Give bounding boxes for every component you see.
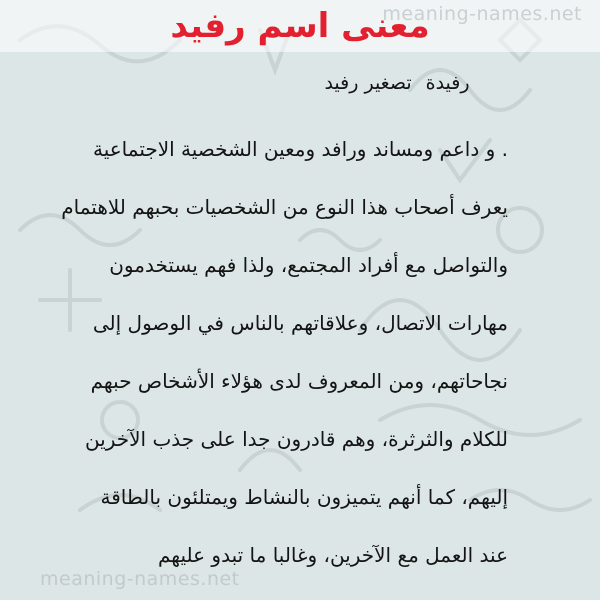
variant-description: تصغير رفيد: [324, 72, 412, 94]
name-variant-line: [0, 72, 600, 94]
text-line: . و داعم ومساند ورافد ومعين الشخصية الاجتماعية: [92, 137, 508, 161]
text-line: يعرف أصحاب هذا النوع من الشخصيات بحبهم للاهتمام: [61, 195, 508, 219]
page-title: معنى اسم رفيد: [170, 6, 430, 46]
meaning-text: [0, 120, 600, 584]
text-line: عند العمل مع الآخرين، وغالبا ما تبدو عليهم: [157, 543, 508, 567]
text-line: للكلام والثرثرة، وهم قادرون جدا على جذب الآخرين: [84, 427, 508, 451]
text-line: والتواصل مع أفراد المجتمع، ولذا فهم يستخدمون: [109, 253, 508, 277]
variant-name: رفيدة: [425, 72, 470, 94]
text-line: إليهم، كما أنهم يتميزون بالنشاط ويمتلئون بالطاقة: [100, 485, 508, 509]
watermark-top: meaning-names.net: [382, 3, 582, 25]
text-line: نجاحاتهم، ومن المعروف لدى هؤلاء الأشخاص حبهم: [90, 369, 508, 393]
text-line: مهارات الاتصال، وعلاقاتهم بالناس في الوصول إلى: [92, 311, 508, 335]
watermark-bottom: meaning-names.net: [40, 568, 240, 590]
